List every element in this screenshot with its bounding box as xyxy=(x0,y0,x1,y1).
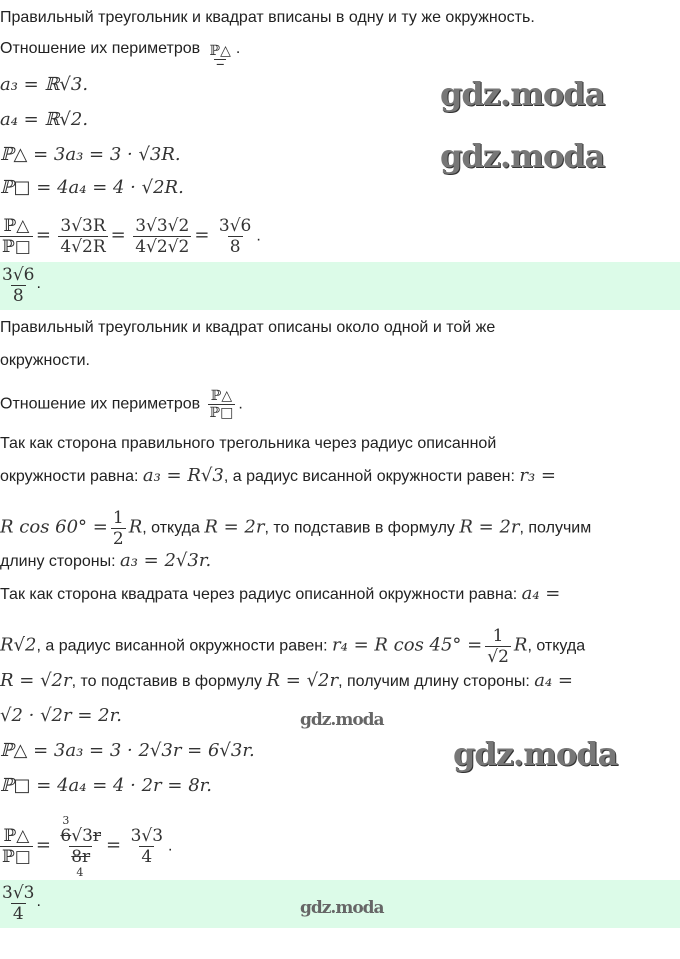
eq-a3: a₃ = ℝ√3. xyxy=(0,74,89,95)
math: R = 2r xyxy=(204,516,265,538)
text: Так как сторона квадрата через радиус описанной окружности равна: xyxy=(0,586,522,603)
answer-fraction xyxy=(0,883,36,924)
math: r₄ = R cos 45° = xyxy=(332,634,483,656)
struck-variable: r xyxy=(92,826,102,846)
answer-box-1: $\frac{3√6}{8}$ . xyxy=(0,262,680,310)
fraction-denominator: 4 xyxy=(141,847,153,867)
fraction-denominator: – xyxy=(215,54,225,74)
fraction xyxy=(0,216,33,257)
math: r₃ = xyxy=(519,465,556,486)
fraction-numerator: 3√3R xyxy=(60,216,106,236)
ratio-label: Отношение их периметров xyxy=(0,395,201,413)
fraction-numerator: ℙ△ xyxy=(3,826,30,846)
text: , а радиус висанной окружности равен: xyxy=(223,468,520,485)
ratio-label: Отношение их периметров xyxy=(0,40,201,57)
fraction-denominator xyxy=(69,846,92,867)
ratio-fraction xyxy=(208,388,236,421)
text-line xyxy=(0,670,573,693)
answer-fraction xyxy=(0,265,36,306)
fraction-denominator: 4√2√2 xyxy=(135,237,190,257)
part1-ratio-line: Отношение их периметров $\frac{\text{ℙ△}}{-}$ . xyxy=(0,40,241,74)
watermark-logo: gdz.moda xyxy=(300,898,384,918)
fraction-denominator: ℙ□ xyxy=(2,237,31,257)
fraction-denominator: 8 xyxy=(12,286,24,306)
watermark-logo: gdz.moda xyxy=(300,710,384,730)
fraction xyxy=(485,626,511,667)
fraction xyxy=(111,508,126,549)
struck-number: 8r xyxy=(71,847,91,867)
answer-box-2: $\frac{3√3}{4}$ . xyxy=(0,880,680,928)
fraction-denominator: 8 xyxy=(229,237,241,257)
math: R = √2r xyxy=(0,670,72,691)
text-line xyxy=(0,626,585,667)
eq-ratio: $\frac{\text{ℙ△}}{\text{ℙ□}}$ = $\frac{3√3R}{4√2R}$ = $\frac{3√3√2}{4√2√2}$ = $\frac{3√6}{8}$ . xyxy=(2,216,261,257)
eq-perimeter-square: ℙ□ = 4a₄ = 4 · √2R. xyxy=(0,177,184,198)
fraction-numerator xyxy=(58,826,103,846)
math: R = √2r xyxy=(266,670,339,691)
text: окружности равна: xyxy=(0,468,143,485)
math: a₄ = xyxy=(521,583,561,604)
math: R cos 60° = xyxy=(0,516,108,538)
text: , а радиус висанной окружности равен: xyxy=(36,637,333,655)
fraction xyxy=(58,216,107,257)
eq-ratio: $\frac{\text{ℙ△}}{\text{ℙ□}}$ = 3 6√3r 8r 4 = $\frac{3√3}{4}$ . xyxy=(2,814,173,879)
fraction xyxy=(129,826,165,867)
text: , получим xyxy=(519,519,592,537)
struck-number: 6 xyxy=(60,826,72,846)
fraction-numerator: ℙ△ xyxy=(3,216,30,236)
watermark-logo: gdz.moda xyxy=(453,735,618,773)
math: a₄ = xyxy=(534,670,573,691)
fraction-numerator: 3√3√2 xyxy=(135,216,190,236)
math: a₃ = 2√3r. xyxy=(119,550,212,571)
text-line xyxy=(0,583,680,606)
cancelled-fraction xyxy=(58,814,103,879)
eq-perimeter-triangle: ℙ△ = 3a₃ = 3 · √3R. xyxy=(0,144,181,165)
text: , то подставив в формулу xyxy=(264,519,460,537)
fraction-numerator: 3√6 xyxy=(218,216,252,236)
text: длину стороны: xyxy=(0,553,120,570)
eq-a4: a₄ = ℝ√2. xyxy=(0,109,89,130)
fraction-numerator: 1 xyxy=(112,508,124,528)
math: a₃ = R√3 xyxy=(142,465,224,486)
fraction xyxy=(133,216,191,257)
part2-intro-2: окружности. xyxy=(0,352,90,369)
part2-ratio-line: Отношение их периметров $\frac{\text{ℙ△}}{\text{ℙ□}}$ . xyxy=(0,388,243,421)
math: R = 2r xyxy=(459,516,520,538)
part2-intro-1: Правильный треугольник и квадрат описаны около одной и той же xyxy=(0,319,496,336)
cancel-result-bottom: 4 xyxy=(76,866,84,879)
text-line xyxy=(0,550,211,573)
fraction-numerator: ℙ△ xyxy=(209,43,231,59)
text: , получим длину стороны: xyxy=(338,673,535,690)
math: √3 xyxy=(71,826,93,846)
eq-side-square: √2 · √2r = 2r. xyxy=(0,705,122,726)
text: , то подставив в формулу xyxy=(71,673,267,690)
fraction-denominator: 4 xyxy=(12,904,24,924)
watermark-logo: gdz.moda xyxy=(440,75,605,113)
cancel-result-top: 3 xyxy=(62,814,70,827)
fraction-denominator: ℙ□ xyxy=(2,847,31,867)
math: R xyxy=(128,516,143,538)
text-line: Так как сторона правильного трегольника через радиус описанной xyxy=(0,435,497,452)
fraction-denominator: 2 xyxy=(112,529,124,549)
fraction-numerator: ℙ△ xyxy=(210,388,233,404)
text: , откуда xyxy=(142,519,205,537)
watermark-logo: gdz.moda xyxy=(440,137,605,175)
eq-perimeter-square: ℙ□ = 4a₄ = 4 · 2r = 8r. xyxy=(0,775,212,796)
fraction-numerator: 3√6 xyxy=(2,265,35,285)
fraction xyxy=(0,826,33,867)
fraction-numerator: 3√3 xyxy=(2,883,35,903)
eq-perimeter-triangle: ℙ△ = 3a₃ = 3 · 2√3r = 6√3r. xyxy=(0,740,255,761)
math: R√2 xyxy=(0,634,37,656)
text-line xyxy=(0,508,591,549)
fraction-numerator: 1 xyxy=(492,626,504,646)
fraction-numerator: 3√3 xyxy=(130,826,164,846)
math: R xyxy=(513,634,528,656)
part1-intro: Правильный треугольник и квадрат вписаны в одну и ту же окружность. xyxy=(0,9,535,26)
text-line xyxy=(0,465,680,488)
fraction-denominator: √2 xyxy=(487,647,509,667)
text: , откуда xyxy=(527,637,586,655)
fraction xyxy=(217,216,253,257)
fraction-denominator: 4√2R xyxy=(60,237,106,257)
fraction-denominator: ℙ□ xyxy=(209,405,234,421)
ratio-fraction xyxy=(208,43,233,74)
